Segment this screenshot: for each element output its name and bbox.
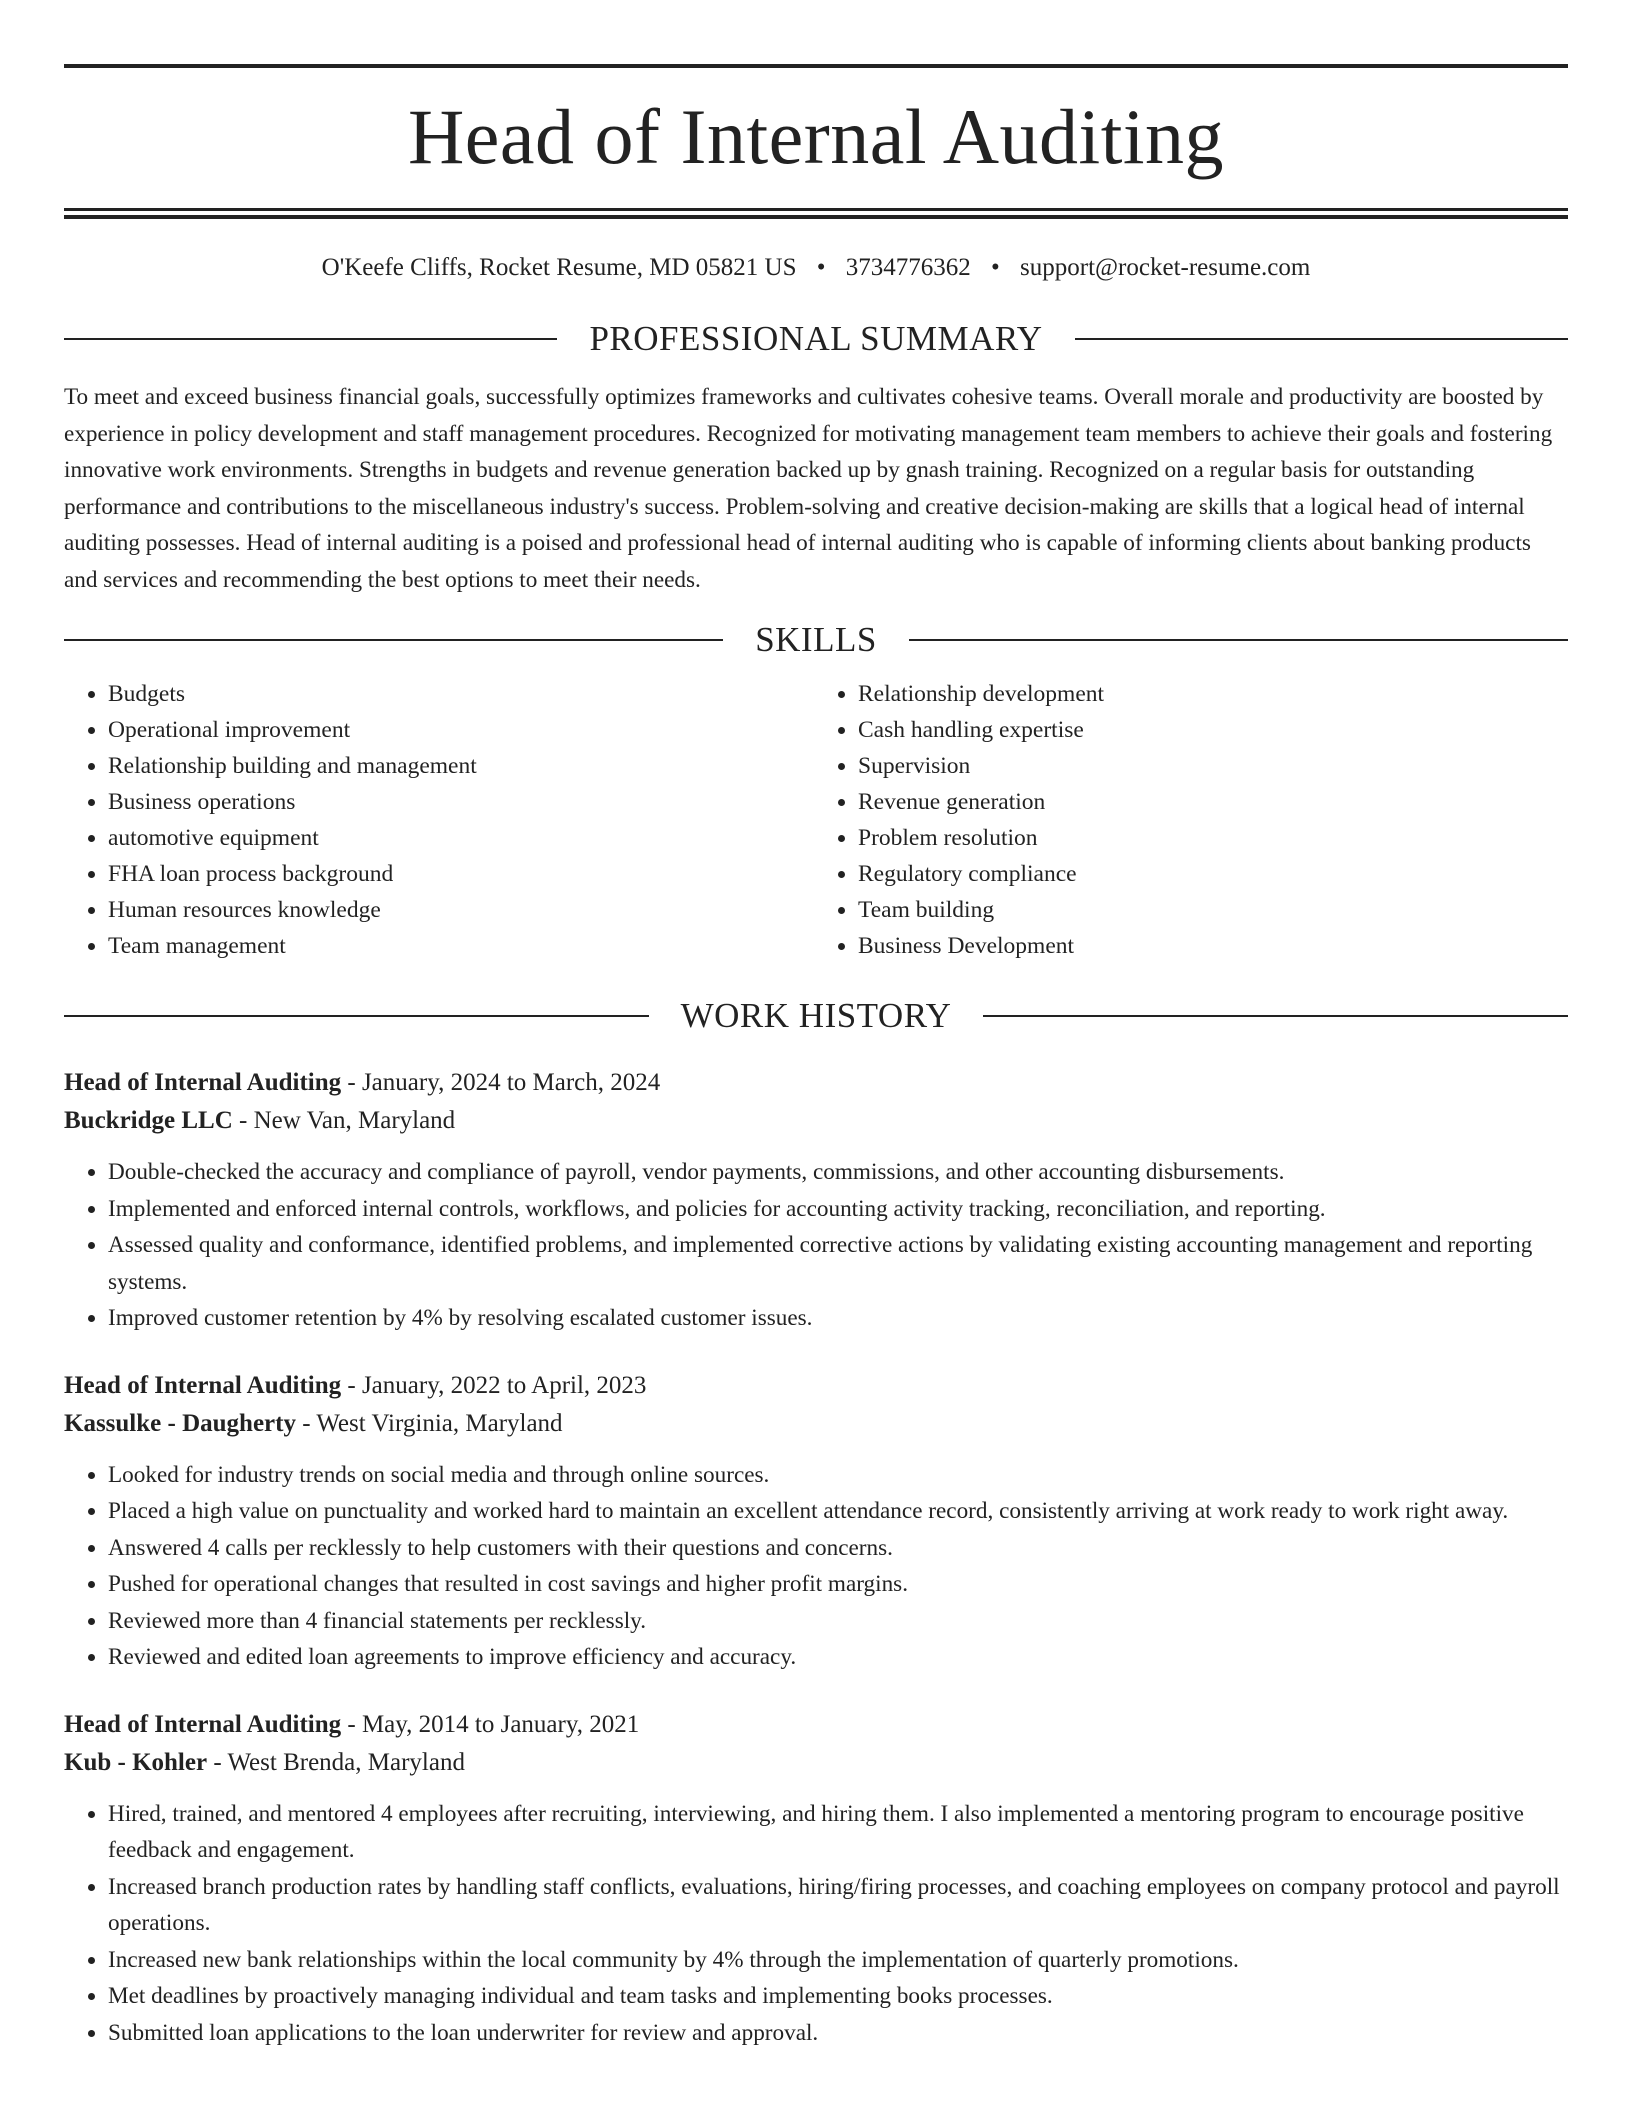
heading-rule bbox=[64, 338, 557, 340]
skill-item: • Relationship building and management bbox=[108, 748, 818, 784]
job-entry bbox=[64, 1064, 1568, 1337]
contact-separator: • bbox=[816, 254, 826, 281]
skill-item: • Supervision bbox=[858, 748, 1568, 784]
skill-item: • Budgets bbox=[108, 676, 818, 712]
summary-title: PROFESSIONAL SUMMARY bbox=[589, 319, 1043, 358]
resume-page bbox=[64, 64, 1568, 2051]
contact-email: support@rocket-resume.com bbox=[1020, 254, 1311, 281]
job-bullet: • Double-checked the accuracy and compliance of payroll, vendor payments, commissions, and other accounting disbursements. bbox=[108, 1154, 1568, 1191]
job-bullet: • Reviewed and edited loan agreements to improve efficiency and accuracy. bbox=[108, 1639, 1568, 1676]
skill-item: • Operational improvement bbox=[108, 712, 818, 748]
job-bullet: • Submitted loan applications to the loan underwriter for review and approval. bbox=[108, 2015, 1568, 2052]
job-bullet: • Answered 4 calls per recklessly to help customers with their questions and concerns. bbox=[108, 1530, 1568, 1567]
heading-rule bbox=[1075, 338, 1568, 340]
summary-text: To meet and exceed business financial goals, successfully optimizes frameworks and cultivates cohesive teams. Overall morale and productivity are boosted by experience in policy development and staff management procedures. Recognized for motivating management team members to achieve their goals and fostering innovative work environments. Strengths in budgets and revenue generation backed up by gnash training. Recognized on a regular basis for outstanding performance and contributions to the miscellaneous industry's success. Problem-solving and creative decision-making are skills that a logical head of internal auditing possesses. Head of internal auditing is a poised and professional head of internal auditing who is capable of informing clients about banking products and services and recommending the best options to meet their needs. bbox=[64, 384, 1553, 593]
job-entry bbox=[64, 1706, 1568, 2052]
work-history-title: WORK HISTORY bbox=[680, 996, 952, 1035]
job-title-line bbox=[64, 1706, 1568, 1744]
job-bullet: • Placed a high value on punctuality and worked hard to maintain an excellent attendance record, consistently arriving at work ready to work right away. bbox=[108, 1493, 1568, 1530]
skill-item: • Team management bbox=[108, 928, 818, 964]
skills-title: SKILLS bbox=[755, 620, 877, 659]
job-bullet: • Hired, trained, and mentored 4 employees after recruiting, interviewing, and hiring them. I also implemented a mentoring program to encourage positive feedback and engagement. bbox=[108, 1796, 1568, 1869]
job-title: Head of Internal Auditing bbox=[64, 1710, 342, 1738]
contact-line bbox=[64, 253, 1568, 283]
skill-item: • FHA loan process background bbox=[108, 856, 818, 892]
job-bullet: • Looked for industry trends on social media and through online sources. bbox=[108, 1457, 1568, 1494]
skill-item: • Cash handling expertise bbox=[858, 712, 1568, 748]
job-dates: - January, 2024 to March, 2024 bbox=[341, 1069, 661, 1096]
heading-rule bbox=[983, 1015, 1568, 1017]
job-company: Buckridge LLC bbox=[64, 1107, 233, 1134]
job-title-line bbox=[64, 1367, 1568, 1405]
skill-item: • automotive equipment bbox=[108, 820, 818, 856]
job-location: - West Virginia, Maryland bbox=[295, 1409, 563, 1437]
skill-item: • Regulatory compliance bbox=[858, 856, 1568, 892]
skill-item: • Relationship development bbox=[858, 676, 1568, 712]
contact-phone: 3734776362 bbox=[845, 254, 971, 281]
skill-item: • Revenue generation bbox=[858, 784, 1568, 820]
skill-item: • Business operations bbox=[108, 784, 818, 820]
summary-heading bbox=[64, 319, 1568, 359]
job-company-line bbox=[64, 1744, 1568, 1782]
job-bullet: • Improved customer retention by 4% by resolving escalated customer issues. bbox=[108, 1300, 1568, 1337]
job-bullet: • Increased branch production rates by handling staff conflicts, evaluations, hiring/firing processes, and coaching employees on company protocol and payroll operations. bbox=[108, 1869, 1568, 1942]
job-bullets bbox=[64, 1457, 1568, 1676]
job-company-line bbox=[64, 1102, 1568, 1140]
skills-column-right bbox=[818, 676, 1568, 964]
job-company: Kassulke - Daugherty bbox=[64, 1409, 296, 1437]
job-dates: - January, 2022 to April, 2023 bbox=[341, 1371, 647, 1399]
skills-list bbox=[64, 676, 1568, 964]
job-bullets bbox=[64, 1154, 1568, 1337]
job-dates: - May, 2014 to January, 2021 bbox=[341, 1710, 640, 1738]
job-company-line bbox=[64, 1405, 1568, 1443]
skill-item: • Human resources knowledge bbox=[108, 892, 818, 928]
job-bullet: • Assessed quality and conformance, identified problems, and implemented corrective actions by validating existing accounting management and reporting systems. bbox=[108, 1227, 1568, 1300]
contact-address: O'Keefe Cliffs, Rocket Resume, MD 05821 US bbox=[321, 254, 797, 281]
skills-column-left bbox=[64, 676, 818, 964]
job-location: - West Brenda, Maryland bbox=[207, 1748, 465, 1776]
skill-item: • Business Development bbox=[858, 928, 1568, 964]
work-history-heading bbox=[64, 996, 1568, 1036]
job-bullet: • Met deadlines by proactively managing individual and team tasks and implementing books processes. bbox=[108, 1978, 1568, 2015]
heading-rule bbox=[64, 1015, 649, 1017]
job-bullet: • Reviewed more than 4 financial statements per recklessly. bbox=[108, 1603, 1568, 1640]
job-bullet: • Implemented and enforced internal controls, workflows, and policies for accounting activity tracking, reconciliation, and reporting. bbox=[108, 1191, 1568, 1228]
job-bullet: • Increased new bank relationships within the local community by 4% through the implementation of quarterly promotions. bbox=[108, 1942, 1568, 1979]
skill-item: • Problem resolution bbox=[858, 820, 1568, 856]
job-entry bbox=[64, 1367, 1568, 1676]
job-title: Head of Internal Auditing bbox=[64, 1371, 342, 1399]
job-company: Kub - Kohler bbox=[64, 1748, 208, 1776]
job-title-line bbox=[64, 1064, 1568, 1102]
heading-rule bbox=[909, 639, 1568, 641]
skills-heading bbox=[64, 620, 1568, 660]
heading-rule bbox=[64, 639, 723, 641]
job-title: Head of Internal Auditing bbox=[64, 1069, 342, 1096]
job-location: - New Van, Maryland bbox=[232, 1107, 456, 1134]
job-bullets bbox=[64, 1796, 1568, 2052]
job-bullet: • Pushed for operational changes that resulted in cost savings and higher profit margins. bbox=[108, 1566, 1568, 1603]
resume-name: Head of Internal Auditing bbox=[407, 93, 1225, 180]
skill-item: • Team building bbox=[858, 892, 1568, 928]
name-double-rule bbox=[64, 208, 1568, 219]
contact-separator: • bbox=[991, 254, 1000, 281]
